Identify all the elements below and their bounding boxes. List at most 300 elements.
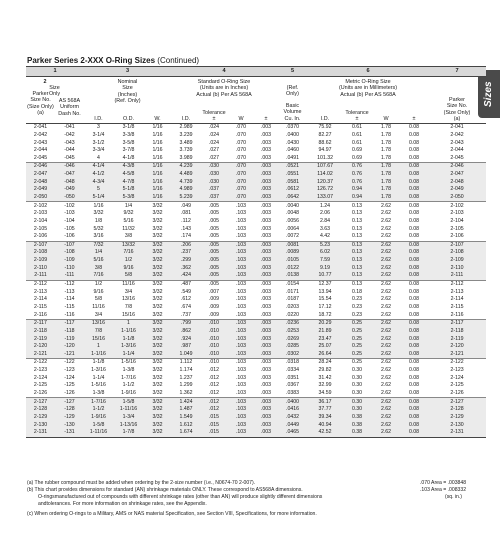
table-cell: .003 <box>255 406 277 414</box>
table-cell: 0.61 <box>351 139 363 146</box>
table-cell: 2-044 <box>450 147 464 154</box>
table-row <box>26 320 486 328</box>
table-cell: 4.42 <box>308 233 342 241</box>
table-cell: 1-1/8 <box>113 335 144 343</box>
table-cell: 0.38 <box>342 414 372 422</box>
table-cell: .027 <box>201 155 227 163</box>
table-cell: 1/16 <box>144 178 171 186</box>
table-cell: 0.25 <box>342 343 372 351</box>
table-cell: 2-123 <box>450 367 464 374</box>
table-cell: 0.25 <box>342 335 372 343</box>
table-row <box>26 171 486 179</box>
table-cell: 1.78 <box>372 178 400 186</box>
table-cell: 0.13 <box>351 217 363 224</box>
table-cell: -107 <box>55 241 84 249</box>
table-cell: 2-041 <box>33 124 48 131</box>
std-id-tol-header: Tolerance ± <box>202 110 226 123</box>
table-cell: 18.72 <box>308 311 342 319</box>
footnote-b-line3: andtolerances. For more information on shrinkage rates, see the Appendix. <box>38 501 207 507</box>
table-cell: .0334 <box>286 367 300 374</box>
table-cell: 2-107 <box>26 241 55 249</box>
table-cell: .0302 <box>277 351 308 359</box>
table-cell: 0.25 <box>342 320 372 328</box>
table-cell: .003 <box>255 241 277 249</box>
table-cell: 1.424 <box>171 398 201 406</box>
table-cell: 2.62 <box>372 265 400 273</box>
table-cell: 2-107 <box>428 241 486 249</box>
table-cell: 2-109 <box>26 257 55 265</box>
table-cell: .103 <box>227 335 255 343</box>
table-cell: .737 <box>171 311 201 319</box>
table-cell: .103 <box>227 406 255 414</box>
table-cell: 3-7/8 <box>122 147 135 154</box>
table-cell: 2-118 <box>26 328 55 336</box>
table-cell: 23.47 <box>308 335 342 343</box>
table-cell: .103 <box>227 272 255 280</box>
table-cell: 2.62 <box>372 311 400 319</box>
table-cell: 0.23 <box>351 303 363 310</box>
table-cell: 9.19 <box>308 265 342 273</box>
table-cell: .005 <box>201 257 227 265</box>
table-cell: -104 <box>64 217 75 224</box>
table-cell: 2-049 <box>428 186 486 194</box>
table-cell: .103 <box>227 414 255 422</box>
table-cell: 3/32 <box>144 421 171 429</box>
table-cell: 2-125 <box>33 382 48 389</box>
table-cell: 3/32 <box>144 343 171 351</box>
table-cell: .070 <box>227 178 255 186</box>
metric-id-tol-header: Tolerance ± <box>345 110 369 123</box>
table-cell: 3/32 <box>144 414 171 422</box>
table-cell: 13/32 <box>113 241 144 249</box>
table-row <box>26 382 486 390</box>
table-cell: 2-103 <box>33 210 48 217</box>
table-cell: 3/8 <box>84 265 113 273</box>
table-cell: 3/32 <box>152 374 163 381</box>
table-cell: -130 <box>55 421 84 429</box>
table-cell: .0072 <box>277 233 308 241</box>
table-cell: 2.62 <box>372 257 400 265</box>
table-cell: .0400 <box>286 131 300 138</box>
table-cell: 1.549 <box>171 414 201 422</box>
table-cell: .103 <box>235 382 247 389</box>
table-cell: .0220 <box>277 311 308 319</box>
table-cell: 2.62 <box>372 429 400 437</box>
column-number-7: 7 <box>428 67 486 77</box>
table-cell: 2-126 <box>428 390 486 398</box>
table-cell: .009 <box>208 303 220 310</box>
table-cell: .237 <box>171 249 201 257</box>
table-cell: 2-115 <box>34 303 47 310</box>
table-cell: 82.27 <box>318 131 332 138</box>
table-cell: -105 <box>64 225 75 232</box>
table-cell: 0.13 <box>342 233 372 241</box>
table-cell: .027 <box>208 147 220 154</box>
table-row <box>26 147 486 155</box>
table-cell: 1/16 <box>93 202 104 209</box>
table-cell: .0089 <box>277 249 308 257</box>
table-cell: -042 <box>64 131 75 138</box>
table-cell: 3/8 <box>113 233 144 241</box>
table-cell: 2-048 <box>26 178 55 186</box>
table-cell: 40.94 <box>308 421 342 429</box>
table-cell: 26.64 <box>308 351 342 359</box>
table-cell: 37.77 <box>308 406 342 414</box>
table-cell: .005 <box>201 241 227 249</box>
table-cell: 0.08 <box>408 217 420 224</box>
column-header-block <box>26 77 486 124</box>
table-cell: 1.674 <box>171 429 201 437</box>
table-cell: 1-1/2 <box>122 382 135 389</box>
table-cell: 0.08 <box>400 194 428 202</box>
table-cell: -048 <box>55 178 84 186</box>
table-cell: .112 <box>181 217 191 224</box>
table-row <box>26 202 486 210</box>
table-cell: 4-1/4 <box>84 163 113 171</box>
table-cell: 0.13 <box>351 225 363 232</box>
table-cell: 3 <box>97 124 100 131</box>
table-cell: 2-122 <box>450 359 464 366</box>
table-cell: .362 <box>171 265 201 273</box>
table-cell: 5-1/8 <box>113 186 144 194</box>
table-cell: 2.62 <box>372 421 400 429</box>
table-cell: 0.08 <box>400 398 428 406</box>
table-cell: -116 <box>55 311 84 319</box>
table-row <box>26 390 486 398</box>
table-cell: -112 <box>64 281 75 288</box>
table-cell: 2-111 <box>428 272 486 280</box>
table-cell: .0187 <box>286 296 300 303</box>
table-cell: .070 <box>227 163 255 171</box>
table-cell: 3/32 <box>144 249 171 257</box>
table-cell: 3.989 <box>171 155 201 163</box>
table-row <box>26 414 486 422</box>
table-cell: 1-5/16 <box>121 359 136 366</box>
table-cell: 2-106 <box>26 233 55 241</box>
table-cell: .103 <box>227 241 255 249</box>
table-cell: 0.13 <box>342 265 372 273</box>
table-cell: .024 <box>208 131 220 138</box>
table-cell: 2-108 <box>428 249 486 257</box>
table-cell: -044 <box>64 147 75 154</box>
table-cell: 3.739 <box>179 147 193 154</box>
table-cell: 1.112 <box>179 359 193 366</box>
table-cell: 1/16 <box>144 186 171 194</box>
table-cell: 0.61 <box>351 124 363 131</box>
table-row <box>26 272 486 280</box>
table-cell: -043 <box>64 139 75 146</box>
table-cell: 0.08 <box>400 171 428 179</box>
basic-volume-label: Basic Volume Cu. In. <box>283 103 302 122</box>
table-cell: .103 <box>227 311 255 319</box>
table-cell: -126 <box>55 390 84 398</box>
table-cell: 2-114 <box>450 296 464 303</box>
table-cell: 2-049 <box>26 186 55 194</box>
table-cell: 2-045 <box>428 155 486 163</box>
table-cell: .0048 <box>286 210 300 217</box>
table-cell: .103 <box>227 398 255 406</box>
table-cell: 0.13 <box>342 272 372 280</box>
table-cell: 2-120 <box>26 343 55 351</box>
footnote-c: (c) When ordering O-rings to a Military, AMS or NAS material Specification, see Section VIII, Specifications, for more information. <box>27 511 317 517</box>
table-cell: 2-126 <box>26 390 55 398</box>
table-cell: 39.34 <box>308 414 342 422</box>
table-cell: 1/16 <box>144 171 171 179</box>
table-cell: 0.08 <box>408 288 420 295</box>
table-cell: 1/4 <box>124 202 133 209</box>
table-cell: .0642 <box>277 194 308 202</box>
table-cell: 7/8 <box>124 303 133 310</box>
table-cell: 3/32 <box>144 233 171 241</box>
table-cell: 4 <box>84 155 113 163</box>
table-row <box>26 178 486 186</box>
table-cell: 3/32 <box>152 202 163 209</box>
table-cell: 0.13 <box>351 202 363 209</box>
table-cell: 2-129 <box>428 414 486 422</box>
table-cell: .103 <box>235 359 247 366</box>
table-cell: 2.62 <box>380 382 392 389</box>
std-w-header: W <box>238 116 244 122</box>
table-cell: 2-047 <box>428 171 486 179</box>
table-cell: -046 <box>55 163 84 171</box>
table-cell: 6.02 <box>308 249 342 257</box>
table-cell: .003 <box>260 139 272 146</box>
table-cell: 1/16 <box>152 147 163 154</box>
table-cell: 2-109 <box>428 257 486 265</box>
table-cell: -111 <box>55 272 84 280</box>
table-cell: .103 <box>227 351 255 359</box>
table-cell: 0.08 <box>408 131 420 138</box>
table-cell: 2-043 <box>450 139 464 146</box>
table-title-main: Parker Series 2-XXX O-Ring Sizes <box>27 56 156 65</box>
table-cell: .010 <box>201 320 227 328</box>
table-cell: 2.62 <box>380 367 392 374</box>
table-row <box>26 218 486 226</box>
table-cell: .010 <box>201 335 227 343</box>
column-number-row <box>26 67 486 77</box>
table-cell: 0.08 <box>400 241 428 249</box>
table-cell: -117 <box>55 320 84 328</box>
table-cell: 2-050 <box>428 194 486 202</box>
table-cell: .424 <box>171 272 201 280</box>
table-cell: .003 <box>255 311 277 319</box>
table-cell: 0.94 <box>342 186 372 194</box>
table-cell: .103 <box>227 343 255 351</box>
table-cell: 3/32 <box>144 351 171 359</box>
table-row <box>26 249 486 257</box>
table-cell: .003 <box>260 124 272 131</box>
as568a-label: AS 568A Uniform Dash No. <box>58 98 81 117</box>
table-cell: 2.62 <box>372 328 400 336</box>
table-cell: 3/32 <box>144 390 171 398</box>
table-cell: 1 <box>84 343 113 351</box>
table-cell: 2-048 <box>428 178 486 186</box>
table-cell: .103 <box>227 249 255 257</box>
table-cell: .0154 <box>286 281 300 288</box>
table-cell: 4-1/8 <box>113 155 144 163</box>
table-cell: -109 <box>55 257 84 265</box>
table-cell: .103 <box>227 257 255 265</box>
table-cell: 0.69 <box>342 155 372 163</box>
table-cell: 28.24 <box>318 359 332 366</box>
table-cell: 3-3/4 <box>92 147 105 154</box>
table-cell: 2-105 <box>33 225 48 232</box>
table-cell: .103 <box>227 265 255 273</box>
table-cell: 9/32 <box>123 210 134 217</box>
table-cell: 75.92 <box>318 124 332 131</box>
table-cell: 5/16 <box>123 217 134 224</box>
table-cell: .081 <box>180 210 192 217</box>
table-cell: .0465 <box>277 429 308 437</box>
table-cell: 3/32 <box>152 359 163 366</box>
table-cell: 3-1/4 <box>92 131 105 138</box>
table-cell: 1.78 <box>372 194 400 202</box>
table-cell: 2-114 <box>34 296 47 303</box>
table-cell: 0.08 <box>408 359 420 366</box>
table-cell: 1.78 <box>372 171 400 179</box>
table-cell: .070 <box>235 139 247 146</box>
table-cell: .030 <box>201 178 227 186</box>
table-cell: 107.67 <box>308 163 342 171</box>
table-cell: 0.38 <box>342 429 372 437</box>
size-only-label: Size Only <box>48 85 61 98</box>
table-cell: 3/32 <box>144 265 171 273</box>
table-cell: .0367 <box>286 382 300 389</box>
table-cell: 2.62 <box>372 233 400 241</box>
table-cell: 2-129 <box>26 414 55 422</box>
table-cell: .003 <box>260 281 272 288</box>
table-cell: .103 <box>235 217 247 224</box>
table-cell: .003 <box>260 210 272 217</box>
table-cell: 0.23 <box>342 311 372 319</box>
table-cell: 2.62 <box>372 398 400 406</box>
table-cell: 2.62 <box>380 217 392 224</box>
table-cell: 2.06 <box>319 210 331 217</box>
table-cell: .012 <box>208 374 220 381</box>
table-cell: 1.78 <box>380 131 392 138</box>
table-cell: 2-119 <box>26 335 55 343</box>
table-cell: .003 <box>260 296 272 303</box>
table-cell: 2-102 <box>33 202 48 209</box>
table-cell: 36.17 <box>308 398 342 406</box>
table-cell: .037 <box>201 194 227 202</box>
table-cell: 0.08 <box>400 163 428 171</box>
table-cell: 0.08 <box>408 296 420 303</box>
table-cell: 17.12 <box>318 303 332 310</box>
table-cell: 0.08 <box>400 406 428 414</box>
table-cell: 0.94 <box>342 194 372 202</box>
table-cell: 0.08 <box>408 225 420 232</box>
table-cell: .024 <box>208 124 220 131</box>
nominal-size-label: Nominal Size (Inches) (Ref. Only) <box>114 79 141 105</box>
table-cell: .0612 <box>277 186 308 194</box>
table-cell: 11/16 <box>92 303 105 310</box>
table-cell: .070 <box>227 171 255 179</box>
table-cell: 2-124 <box>450 374 464 381</box>
table-cell: .0064 <box>286 225 300 232</box>
table-cell: 0.08 <box>408 382 420 389</box>
table-cell: .0491 <box>277 155 308 163</box>
table-cell: 3/16 <box>84 233 113 241</box>
table-cell: .012 <box>201 398 227 406</box>
table-cell: .003 <box>260 288 272 295</box>
table-row <box>26 429 486 437</box>
table-cell: .0056 <box>286 217 300 224</box>
table-cell: .103 <box>235 374 247 381</box>
table-cell: 3/32 <box>144 328 171 336</box>
table-cell: 1-1/8 <box>92 359 105 366</box>
table-cell: 10.77 <box>308 272 342 280</box>
table-row <box>26 406 486 414</box>
table-cell: 2.62 <box>380 202 392 209</box>
table-cell: 3/32 <box>144 429 171 437</box>
table-cell: .049 <box>180 202 192 209</box>
table-cell: 3/32 <box>144 320 171 328</box>
table-cell: 4.489 <box>171 171 201 179</box>
table-cell: 1/16 <box>152 124 163 131</box>
table-cell: .103 <box>227 320 255 328</box>
table-cell: 3/32 <box>144 241 171 249</box>
table-cell: 0.08 <box>400 257 428 265</box>
table-row <box>26 398 486 406</box>
table-cell: 2-120 <box>428 343 486 351</box>
table-cell: .0383 <box>277 390 308 398</box>
table-cell: 0.13 <box>342 241 372 249</box>
table-cell: 2-117 <box>26 320 55 328</box>
table-cell: -045 <box>55 155 84 163</box>
table-cell: 0.08 <box>408 202 420 209</box>
table-cell: .0460 <box>286 147 300 154</box>
table-cell: 4-3/4 <box>84 178 113 186</box>
table-cell: .003 <box>260 147 272 154</box>
table-row <box>26 359 486 367</box>
table-row <box>26 155 486 163</box>
table-cell: 2.62 <box>372 390 400 398</box>
table-cell: 0.25 <box>342 351 372 359</box>
table-cell: 1-3/16 <box>113 343 144 351</box>
table-cell: 0.08 <box>400 178 428 186</box>
table-cell: .070 <box>227 186 255 194</box>
table-cell: .003 <box>255 414 277 422</box>
table-cell: 3/32 <box>152 296 163 303</box>
nominal-w-header: W. <box>154 116 161 122</box>
table-cell: .009 <box>201 311 227 319</box>
table-cell: .030 <box>201 163 227 171</box>
table-cell: 2-111 <box>26 272 55 280</box>
table-cell: 4-7/8 <box>113 178 144 186</box>
table-cell: .0521 <box>277 163 308 171</box>
table-cell: 1.78 <box>380 147 392 154</box>
table-cell: .674 <box>180 303 192 310</box>
table-cell: 3.489 <box>179 139 193 146</box>
table-cell: .005 <box>208 225 220 232</box>
table-cell: .0581 <box>277 178 308 186</box>
oring-size-table <box>26 66 486 438</box>
table-cell: 2-115 <box>450 303 464 310</box>
table-cell: .799 <box>171 320 201 328</box>
table-cell: .103 <box>227 390 255 398</box>
table-cell: 0.13 <box>351 281 363 288</box>
table-cell: 2.62 <box>380 288 392 295</box>
table-cell: 1-9/16 <box>113 390 144 398</box>
table-row <box>26 194 486 202</box>
metric-w-tol-header: ± <box>412 116 416 122</box>
table-cell: 0.08 <box>400 343 428 351</box>
table-cell: -050 <box>55 194 84 202</box>
table-cell: .612 <box>180 296 192 303</box>
table-row <box>26 343 486 351</box>
table-cell: 13/16 <box>122 296 135 303</box>
